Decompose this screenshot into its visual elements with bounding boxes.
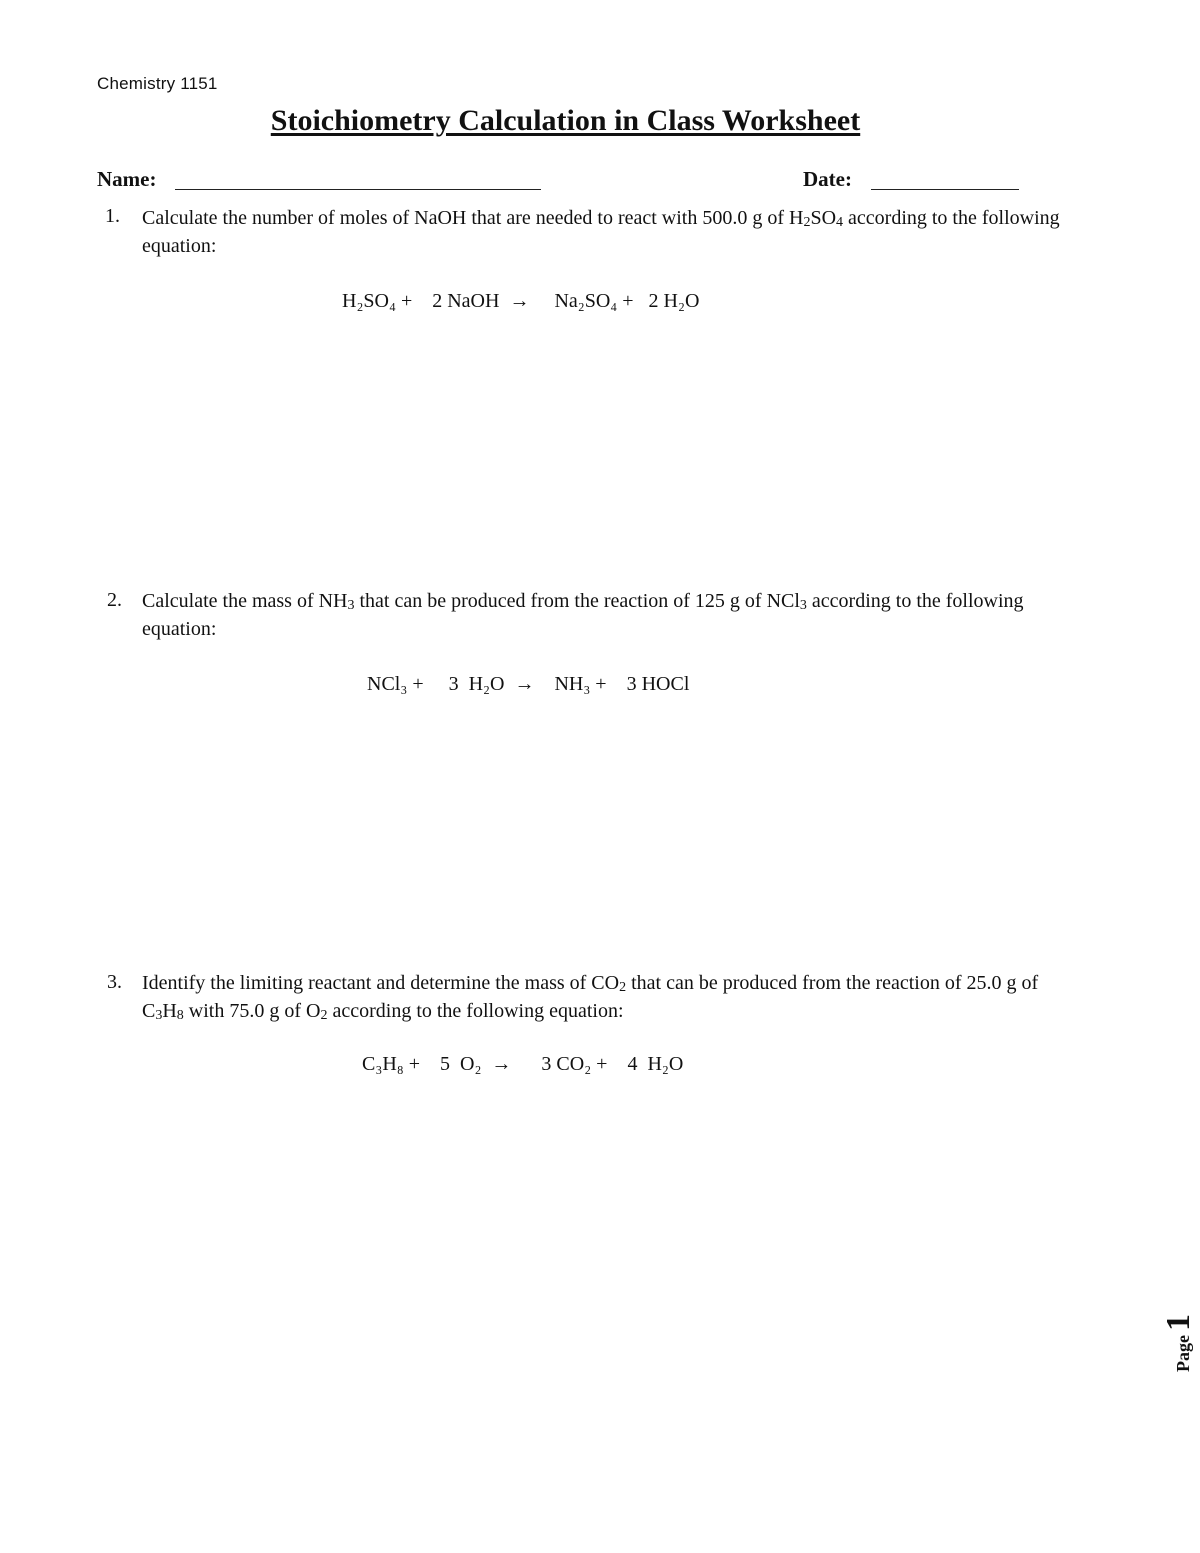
question-number: 1. xyxy=(105,205,120,227)
question-number: 2. xyxy=(107,589,122,611)
date-label: Date: xyxy=(803,167,852,191)
page-number: 1 xyxy=(1160,1314,1197,1332)
page-number-marker xyxy=(1120,1300,1197,1380)
question-text: Calculate the mass of $NH_3$ that can be produced from the reaction of 125 g of NCl$_3$ according to the following equation: xyxy=(142,590,1024,640)
chemical-equation: NCl₃ + 3 H₂O → NH₃ + 3 HOCl xyxy=(367,673,690,695)
question-number: 3. xyxy=(107,971,122,993)
page-title: Stoichiometry Calculation in Class Worksheet xyxy=(270,104,861,137)
chemical-equation: C₃H₈ + 5 O₂ → 3 CO₂ + 4 H₂O xyxy=(362,1053,684,1075)
date-field[interactable] xyxy=(871,189,1019,190)
name-label: Name: xyxy=(97,167,157,191)
name-field[interactable] xyxy=(175,189,541,190)
question-text: Calculate the number of moles of NaOH that are needed to react with 500.0 g of $H_2SO_4$ according to the following equation: xyxy=(142,207,1060,257)
question-text: Identify the limiting reactant and determine the mass of $CO_2$ that can be produced from the reaction of 25.0 g of $C_3H_8$ with 75.0 g of $O_2$ according to the following equation: xyxy=(142,972,1039,1023)
course-label: Chemistry 1151 xyxy=(97,74,218,93)
chemical-equation: H₂SO₄ + 2 NaOH → Na₂SO₄ + 2 H₂O xyxy=(342,290,700,312)
page-label: Page xyxy=(1173,1335,1193,1372)
